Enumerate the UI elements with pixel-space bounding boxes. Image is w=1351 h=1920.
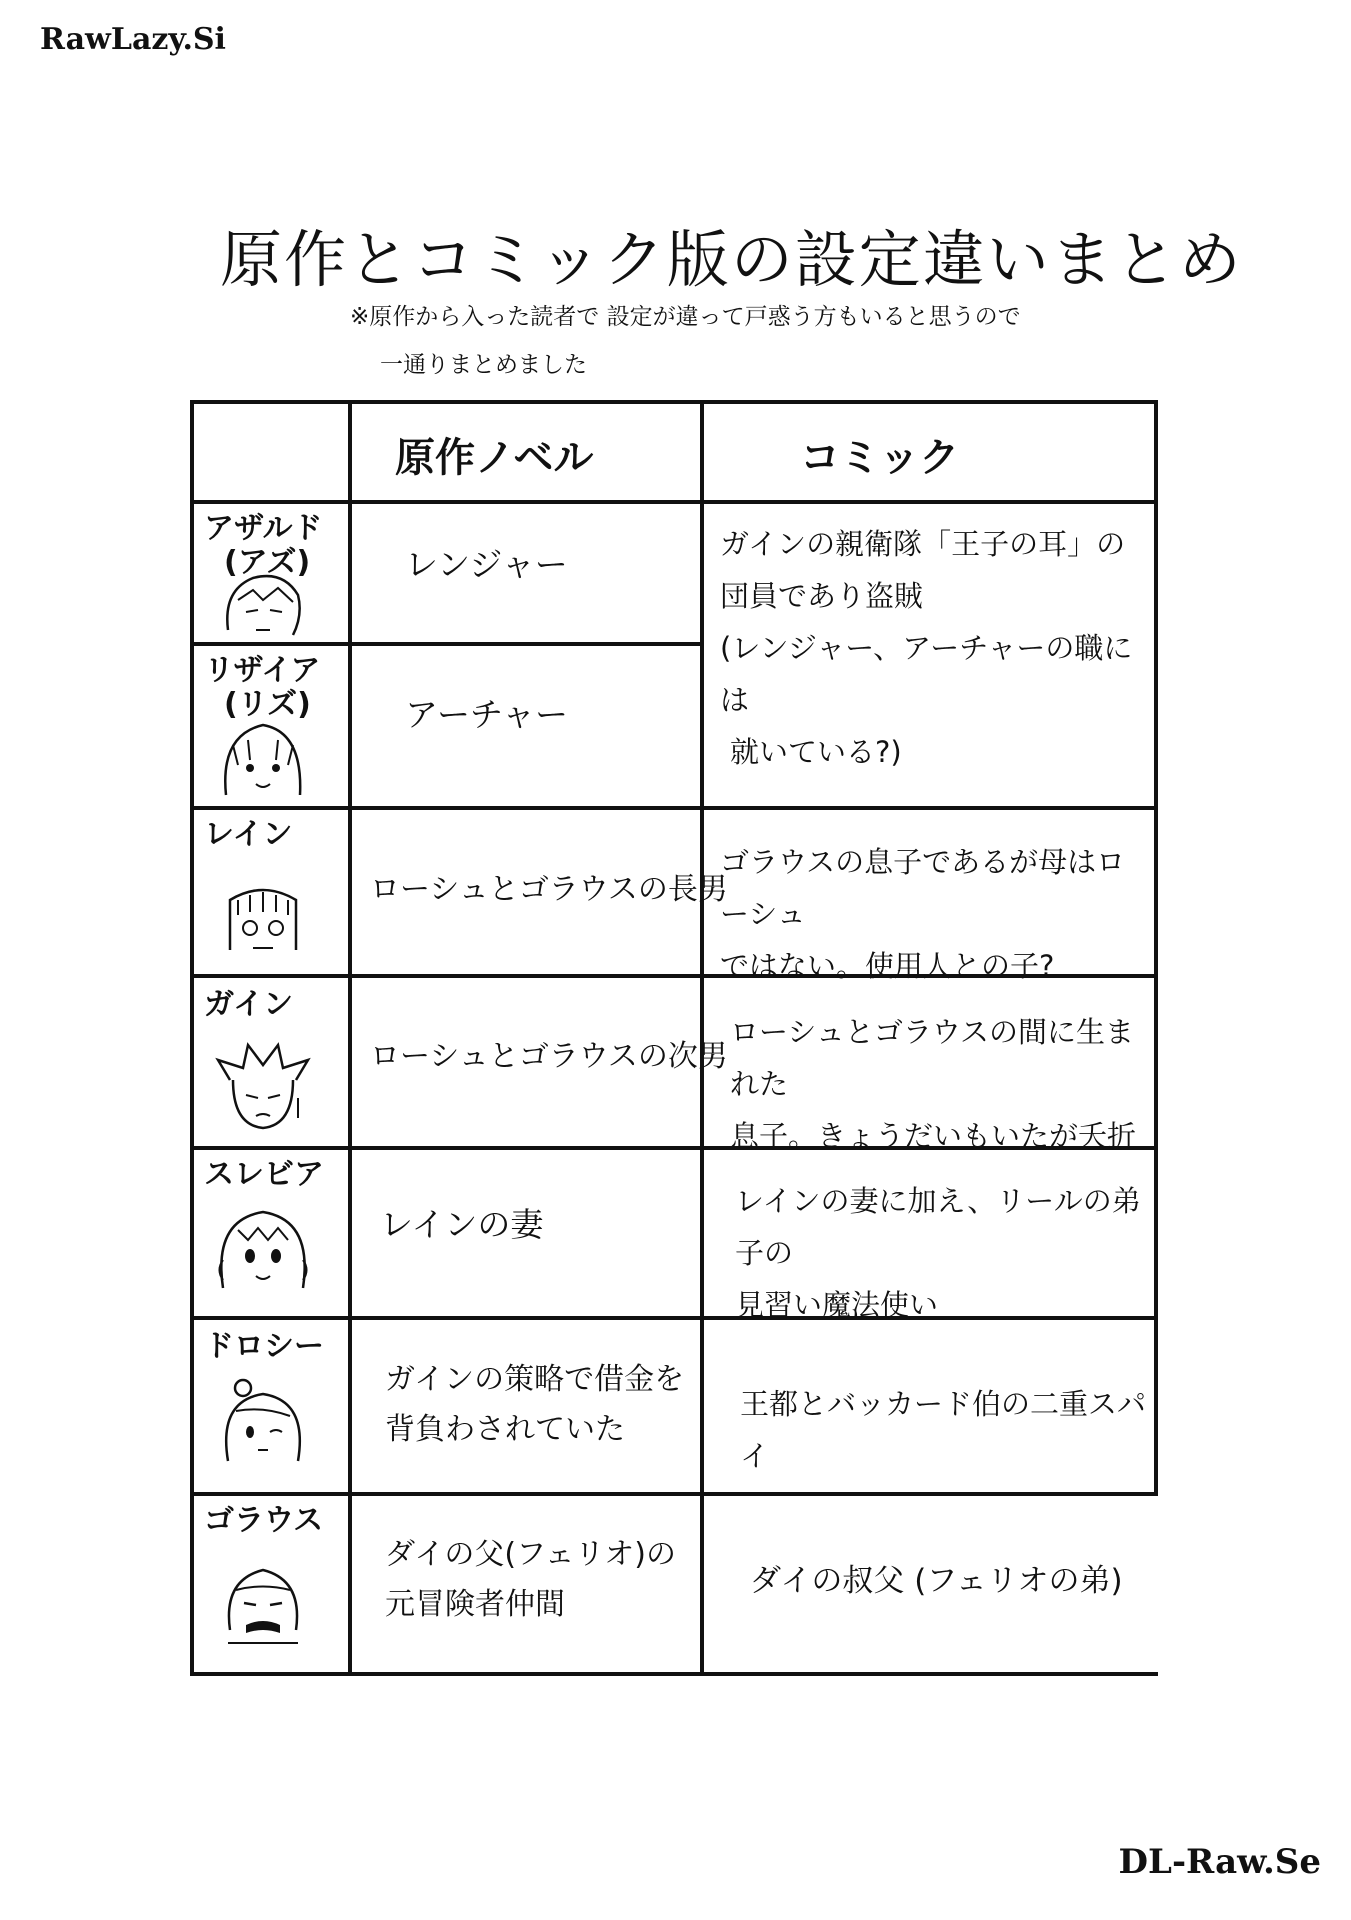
row-7-comic: ダイの叔父 (フェリオの弟) <box>750 1563 1123 1599</box>
watermark-bottom: DL-Raw.Se <box>1118 1842 1321 1882</box>
lizaia-portrait <box>208 710 318 800</box>
column-divider-1 <box>348 400 352 1676</box>
row-5-novel: レインの妻 <box>380 1205 544 1244</box>
header-novel: 原作ノベル <box>395 435 594 481</box>
row-2-name: リザイア (リズ) <box>204 653 321 722</box>
table-border-top <box>190 400 1158 404</box>
note-line-2: 一通りまとめました <box>380 352 587 378</box>
row-4-novel: ローシュとゴラウスの次男 <box>370 1039 728 1074</box>
row-7-name: ゴラウス <box>204 1503 324 1538</box>
table-border-bottom <box>190 1672 1158 1676</box>
row-divider-6 <box>190 1492 1158 1496</box>
note-line-1: ※原作から入った読者で 設定が違って戸惑う方もいると思うので <box>350 304 1021 330</box>
table-border-right <box>1154 400 1158 1492</box>
row-6-name: ドロシー <box>204 1329 324 1364</box>
row-3-name: レイン <box>204 817 293 852</box>
table-header-divider <box>190 500 1158 504</box>
page-title: 原作とコミック版の設定違いまとめ <box>220 223 1243 296</box>
comparison-table <box>190 400 1158 1678</box>
table-border-left <box>190 400 194 1676</box>
goraus-portrait <box>208 1555 318 1645</box>
azald-portrait <box>208 560 318 650</box>
row-divider-1-novel <box>350 642 700 646</box>
gain-portrait <box>208 1040 318 1130</box>
row-2-novel: アーチャー <box>405 695 569 734</box>
watermark-top: RawLazy.Si <box>40 22 226 57</box>
merged-comic-cell: ガインの親衛隊「王子の耳」の 団員であり盗賊 (レンジャー、アーチャーの職には 就いている?) <box>720 527 1133 769</box>
row-5-name: スレビア <box>204 1157 324 1192</box>
row-1-novel: レンジャー <box>405 545 568 584</box>
row-3-novel: ローシュとゴラウスの長男 <box>370 872 728 907</box>
row-6-comic: 王都とバッカード伯の二重スパイ <box>740 1387 1147 1473</box>
row-4-name: ガイン <box>204 987 294 1022</box>
row-divider-2 <box>190 806 1158 810</box>
header-comic: コミック <box>800 435 960 481</box>
row-4-comic: ローシュとゴラウスの間に生まれた 息子。きょうだいもいたが夭折 <box>730 1015 1137 1153</box>
row-5-comic: レインの妻に加え、リールの弟子の 見習い魔法使い <box>735 1184 1141 1322</box>
row-3-comic: ゴラウスの息子であるが母はローシュ ではない。使用人との子? <box>720 845 1126 983</box>
dorothy-portrait <box>208 1376 318 1466</box>
row-7-novel: ダイの父(フェリオ)の 元冒険者仲間 <box>385 1537 677 1622</box>
row-1-name: アザルド (アズ) <box>204 511 323 580</box>
rain-portrait <box>208 870 318 960</box>
slavia-portrait <box>208 1200 318 1290</box>
row-6-novel: ガインの策略で借金を 背負わされていた <box>385 1362 685 1447</box>
